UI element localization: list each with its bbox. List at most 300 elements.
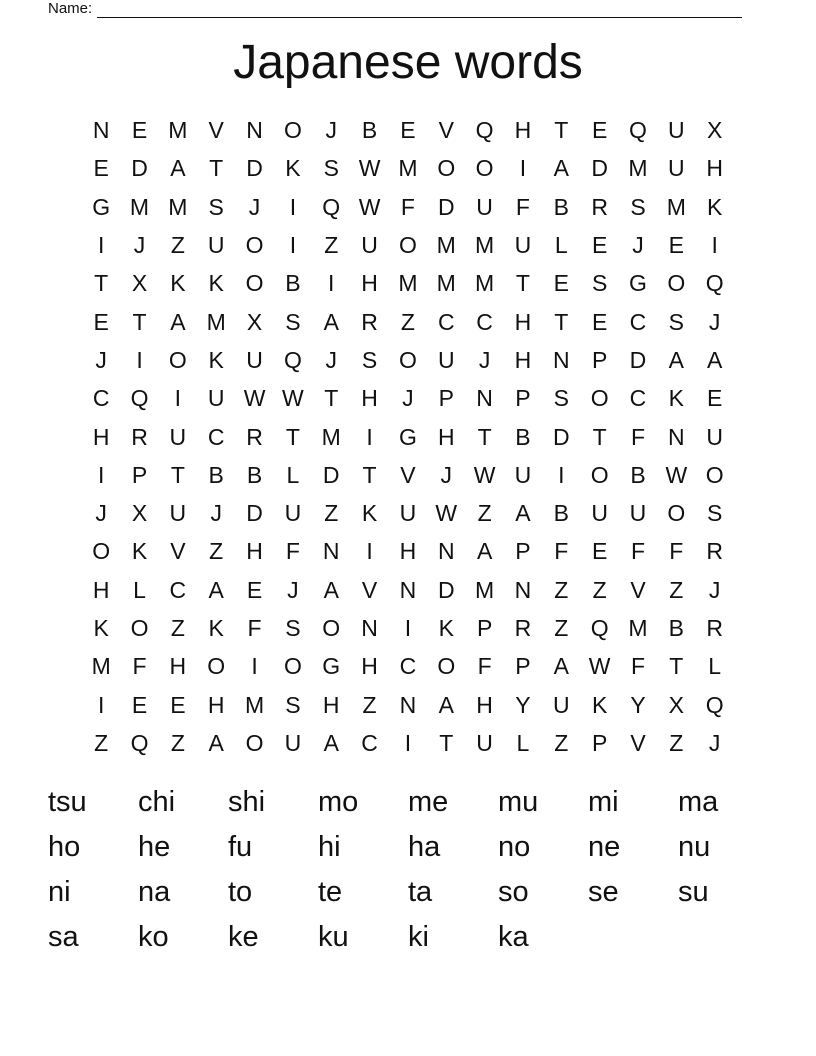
grid-letter: H — [514, 117, 532, 144]
grid-letter: T — [94, 270, 109, 297]
grid-letter: O — [437, 653, 456, 680]
grid-letter: M — [475, 270, 495, 297]
word-item: ka — [498, 921, 529, 953]
grid-letter: F — [669, 538, 684, 565]
grid-letter: P — [515, 538, 531, 565]
grid-letter: J — [440, 461, 453, 488]
grid-letter: H — [437, 423, 455, 450]
grid-letter: K — [208, 270, 224, 297]
grid-letter: T — [170, 461, 185, 488]
grid-letter: K — [591, 691, 608, 718]
grid-letter: V — [630, 576, 646, 603]
grid-letter: K — [707, 193, 723, 220]
word-item: chi — [138, 786, 176, 818]
word-search-grid — [82, 111, 734, 762]
grid-letter: A — [208, 729, 224, 756]
grid-letter: U — [284, 729, 302, 756]
grid-letter: H — [322, 691, 340, 718]
grid-letter: K — [208, 615, 224, 641]
grid-letter: S — [553, 385, 569, 412]
grid-letter: T — [554, 308, 569, 335]
word-item: ha — [408, 831, 441, 863]
grid-letter: P — [438, 385, 454, 412]
grid-letter: E — [591, 117, 608, 144]
grid-letter: O — [207, 653, 226, 680]
grid-letter: J — [248, 193, 261, 220]
grid-letter: E — [131, 691, 148, 718]
grid-letter: T — [669, 653, 684, 680]
grid-letter: S — [285, 615, 301, 641]
grid-letter: G — [398, 423, 417, 450]
grid-letter: Z — [477, 500, 492, 527]
grid-letter: A — [323, 308, 339, 335]
grid-letter: G — [322, 653, 341, 680]
grid-letter: U — [668, 117, 685, 144]
grid-letter: Z — [669, 576, 684, 603]
grid-letter: M — [91, 653, 111, 680]
grid-letter: H — [361, 385, 378, 412]
grid-letter: H — [514, 346, 532, 373]
grid-letter: Z — [94, 729, 109, 756]
grid-letter: U — [668, 155, 685, 182]
grid-letter: T — [132, 308, 147, 335]
grid-letter: S — [591, 270, 608, 297]
grid-letter: I — [136, 346, 143, 373]
grid-letter: A — [170, 308, 186, 335]
grid-letter: P — [515, 385, 531, 412]
grid-letter: B — [553, 500, 569, 527]
grid-letter: N — [399, 576, 417, 603]
grid-letter: O — [283, 653, 302, 680]
grid-letter: M — [168, 117, 188, 144]
grid-letter: U — [284, 500, 302, 527]
grid-row — [82, 302, 734, 340]
grid-letter: O — [667, 500, 686, 527]
word-item: mu — [498, 786, 539, 818]
grid-letter: J — [708, 308, 721, 335]
grid-letter: T — [209, 155, 224, 182]
grid-letter: Q — [629, 117, 647, 144]
grid-letter: K — [208, 346, 224, 373]
grid-letter: W — [358, 193, 381, 220]
grid-letter: J — [287, 576, 299, 603]
grid-letter: H — [476, 691, 493, 718]
word-list — [48, 780, 768, 960]
grid-letter: S — [707, 500, 723, 527]
grid-letter: I — [251, 653, 258, 680]
grid-letter: H — [514, 308, 532, 335]
grid-letter: B — [668, 615, 684, 641]
grid-letter: J — [478, 346, 491, 373]
grid-letter: M — [398, 155, 418, 182]
grid-letter: O — [475, 155, 494, 182]
grid-letter: I — [174, 385, 182, 412]
word-item: shi — [228, 786, 266, 818]
grid-letter: V — [361, 576, 378, 603]
grid-letter: Z — [209, 538, 224, 565]
grid-letter: S — [323, 155, 339, 182]
grid-letter: N — [322, 538, 340, 565]
grid-letter: Z — [669, 729, 684, 756]
grid-letter: B — [246, 461, 263, 488]
grid-letter: U — [361, 232, 378, 259]
grid-letter: F — [630, 538, 646, 565]
word-item: nu — [678, 831, 711, 863]
grid-row — [82, 264, 734, 302]
grid-letter: O — [130, 615, 149, 641]
word-item: tsu — [48, 786, 87, 818]
grid-letter: N — [552, 346, 570, 373]
grid-letter: H — [169, 653, 187, 680]
grid-letter: L — [708, 653, 722, 680]
grid-letter: W — [473, 461, 496, 488]
grid-letter: D — [246, 155, 263, 182]
grid-letter: O — [245, 729, 264, 756]
grid-letter: S — [285, 691, 301, 718]
grid-letter: O — [283, 117, 302, 144]
grid-letter: M — [628, 615, 648, 641]
grid-letter: I — [366, 423, 373, 450]
grid-row — [82, 417, 734, 455]
grid-letter: J — [402, 385, 414, 412]
word-item: sa — [48, 921, 79, 953]
grid-letter: L — [133, 576, 146, 603]
grid-letter: O — [590, 461, 609, 488]
grid-letter: Z — [324, 232, 339, 259]
grid-letter: U — [207, 385, 225, 412]
word-item: me — [408, 786, 449, 818]
word-item: ne — [588, 831, 621, 863]
grid-letter: I — [97, 461, 105, 488]
grid-letter: Z — [170, 729, 185, 756]
grid-letter: A — [553, 653, 569, 680]
word-item: mi — [588, 786, 619, 818]
grid-letter: T — [439, 729, 454, 756]
grid-letter: G — [629, 270, 647, 297]
grid-letter: I — [558, 461, 565, 488]
grid-letter: P — [131, 461, 148, 488]
grid-letter: N — [476, 385, 493, 412]
grid-letter: O — [245, 270, 264, 297]
grid-letter: O — [590, 385, 609, 412]
grid-row — [82, 341, 734, 379]
grid-letter: B — [361, 117, 378, 144]
grid-letter: A — [476, 538, 493, 565]
grid-letter: U — [246, 346, 263, 373]
grid-letter: M — [168, 193, 188, 220]
grid-letter: W — [243, 385, 266, 412]
word-item: hi — [318, 831, 341, 863]
grid-letter: Z — [592, 576, 607, 603]
grid-letter: S — [668, 308, 684, 335]
grid-letter: E — [131, 117, 148, 144]
grid-letter: D — [322, 461, 340, 488]
grid-letter: D — [552, 423, 570, 450]
grid-letter: T — [554, 117, 569, 144]
grid-letter: F — [477, 653, 492, 680]
word-item: se — [588, 876, 619, 908]
word-row — [48, 915, 768, 960]
grid-letter: A — [438, 691, 454, 718]
grid-letter: O — [168, 346, 187, 373]
grid-letter: Q — [705, 270, 724, 297]
grid-letter: Z — [554, 576, 569, 603]
grid-row — [82, 609, 734, 647]
grid-letter: K — [361, 500, 378, 527]
grid-letter: J — [708, 576, 721, 603]
grid-letter: S — [361, 346, 378, 373]
grid-letter: Q — [475, 117, 494, 144]
grid-letter: X — [668, 691, 684, 718]
grid-letter: A — [668, 346, 684, 373]
grid-letter: W — [588, 653, 611, 680]
grid-letter: A — [323, 576, 339, 603]
grid-letter: V — [438, 117, 454, 144]
grid-row — [82, 647, 734, 685]
grid-letter: K — [131, 538, 148, 565]
grid-letter: E — [707, 385, 723, 412]
grid-letter: I — [519, 155, 527, 182]
grid-letter: U — [514, 232, 532, 259]
word-item: he — [138, 831, 171, 863]
grid-letter: F — [515, 193, 530, 220]
grid-letter: Z — [554, 615, 569, 641]
grid-letter: T — [324, 385, 339, 412]
grid-row — [82, 532, 734, 570]
grid-row — [82, 571, 734, 609]
grid-letter: P — [591, 729, 608, 756]
grid-letter: E — [170, 691, 186, 718]
grid-letter: V — [170, 538, 186, 565]
grid-letter: Q — [705, 691, 724, 718]
grid-letter: M — [436, 232, 456, 259]
grid-letter: H — [361, 270, 378, 297]
grid-letter: R — [706, 538, 723, 565]
grid-letter: C — [437, 308, 455, 335]
grid-letter: Q — [590, 615, 609, 641]
grid-letter: R — [591, 193, 608, 220]
grid-letter: B — [285, 270, 301, 297]
grid-letter: H — [92, 423, 110, 450]
grid-letter: C — [629, 385, 647, 412]
word-item: so — [498, 876, 529, 908]
grid-letter: H — [706, 155, 723, 182]
grid-letter: Q — [283, 346, 302, 373]
grid-letter: P — [591, 346, 608, 373]
grid-letter: E — [591, 232, 608, 259]
grid-letter: Q — [322, 193, 341, 220]
grid-letter: J — [210, 500, 222, 527]
grid-letter: E — [400, 117, 416, 144]
grid-letter: O — [398, 232, 417, 259]
grid-letter: J — [632, 232, 644, 259]
grid-row — [82, 226, 734, 264]
grid-letter: U — [514, 461, 532, 488]
word-item: to — [228, 876, 253, 908]
grid-letter: O — [398, 346, 417, 373]
grid-letter: J — [133, 232, 146, 259]
grid-letter: J — [95, 346, 107, 373]
grid-letter: U — [207, 232, 225, 259]
grid-letter: M — [321, 423, 341, 450]
name-label: Name: — [48, 0, 93, 17]
grid-letter: H — [361, 653, 378, 680]
grid-letter: A — [515, 500, 531, 527]
grid-letter: V — [400, 461, 416, 488]
grid-letter: P — [515, 653, 531, 680]
grid-letter: I — [404, 615, 412, 641]
grid-letter: I — [404, 729, 412, 756]
grid-letter: N — [399, 691, 417, 718]
grid-letter: A — [323, 729, 339, 756]
grid-letter: L — [516, 729, 530, 756]
grid-letter: U — [169, 423, 187, 450]
grid-row — [82, 188, 734, 226]
grid-letter: J — [95, 500, 107, 527]
grid-letter: O — [705, 461, 724, 488]
grid-letter: I — [97, 691, 105, 718]
grid-letter: D — [437, 576, 455, 603]
grid-letter: Y — [515, 691, 531, 718]
grid-letter: U — [591, 500, 608, 527]
grid-letter: K — [93, 615, 109, 641]
grid-letter: M — [628, 155, 648, 182]
grid-letter: P — [476, 615, 493, 641]
grid-letter: Z — [554, 729, 569, 756]
grid-letter: W — [282, 385, 304, 412]
grid-letter: R — [131, 423, 148, 450]
grid-letter: M — [475, 232, 495, 259]
word-item: ma — [678, 786, 719, 818]
grid-letter: I — [328, 270, 335, 297]
grid-letter: C — [361, 729, 378, 756]
grid-letter: U — [476, 729, 493, 756]
grid-row — [82, 379, 734, 417]
grid-letter: O — [437, 155, 456, 182]
grid-letter: F — [630, 653, 646, 680]
grid-letter: U — [552, 691, 570, 718]
grid-letter: A — [170, 155, 186, 182]
grid-letter: U — [169, 500, 187, 527]
grid-row — [82, 149, 734, 187]
grid-letter: O — [245, 232, 264, 259]
word-item: no — [498, 831, 531, 863]
grid-letter: X — [707, 117, 723, 144]
word-item: ta — [408, 876, 433, 908]
grid-letter: L — [554, 232, 568, 259]
grid-letter: E — [246, 576, 263, 603]
grid-letter: N — [361, 615, 378, 641]
grid-letter: N — [92, 117, 110, 144]
grid-letter: M — [398, 270, 418, 297]
word-item: su — [678, 876, 709, 908]
grid-letter: B — [208, 461, 224, 488]
grid-letter: Q — [130, 385, 149, 412]
page-title: Japanese words — [233, 36, 583, 89]
word-item: ke — [228, 921, 259, 953]
grid-letter: M — [244, 691, 265, 718]
grid-letter: T — [592, 423, 607, 450]
grid-letter: D — [437, 193, 455, 220]
grid-letter: M — [666, 193, 686, 220]
word-item: ki — [408, 921, 429, 953]
grid-letter: W — [358, 155, 381, 182]
grid-letter: K — [668, 385, 684, 412]
grid-letter: S — [285, 308, 301, 335]
grid-letter: F — [630, 423, 646, 450]
grid-letter: I — [97, 232, 105, 259]
grid-letter: G — [92, 193, 111, 220]
grid-row — [82, 685, 734, 723]
grid-letter: F — [247, 615, 262, 641]
grid-letter: F — [285, 538, 300, 565]
grid-letter: W — [435, 500, 458, 527]
name-blank-line — [97, 3, 742, 18]
grid-letter: E — [591, 538, 608, 565]
name-field — [48, 0, 742, 18]
grid-letter: I — [289, 193, 297, 220]
grid-letter: T — [362, 461, 377, 488]
grid-letter: R — [514, 615, 532, 641]
grid-letter: B — [553, 193, 569, 220]
grid-letter: C — [476, 308, 493, 335]
grid-letter: D — [591, 155, 608, 182]
grid-letter: E — [93, 155, 109, 182]
grid-letter: U — [706, 423, 723, 450]
grid-letter: U — [399, 500, 417, 527]
grid-letter: H — [92, 576, 110, 603]
word-item: na — [138, 876, 171, 908]
grid-letter: Y — [630, 691, 646, 718]
grid-letter: M — [129, 193, 150, 220]
grid-letter: E — [93, 308, 109, 335]
grid-letter: O — [667, 270, 686, 297]
word-row — [48, 780, 768, 825]
grid-letter: M — [475, 576, 495, 603]
grid-row — [82, 111, 734, 149]
grid-letter: N — [668, 423, 685, 450]
grid-letter: T — [515, 270, 530, 297]
grid-letter: D — [629, 346, 647, 373]
grid-letter: E — [591, 308, 608, 335]
grid-letter: V — [630, 729, 646, 756]
grid-letter: C — [207, 423, 225, 450]
grid-letter: Z — [170, 615, 185, 641]
grid-letter: E — [553, 270, 569, 297]
grid-letter: M — [436, 270, 456, 297]
grid-letter: N — [437, 538, 455, 565]
grid-letter: H — [399, 538, 417, 565]
grid-row — [82, 456, 734, 494]
grid-letter: A — [208, 576, 224, 603]
grid-letter: B — [630, 461, 646, 488]
grid-letter: U — [476, 193, 493, 220]
grid-letter: S — [630, 193, 646, 220]
grid-letter: O — [322, 615, 341, 641]
grid-row — [82, 494, 734, 532]
word-item: te — [318, 876, 343, 908]
grid-letter: Z — [362, 691, 377, 718]
grid-letter: Z — [170, 232, 185, 259]
word-row — [48, 825, 768, 870]
grid-letter: A — [707, 346, 723, 373]
word-item: mo — [318, 786, 359, 818]
grid-letter: C — [92, 385, 110, 412]
grid-letter: I — [289, 232, 297, 259]
grid-letter: Z — [324, 500, 339, 527]
grid-row — [82, 724, 734, 762]
grid-letter: J — [708, 729, 721, 756]
